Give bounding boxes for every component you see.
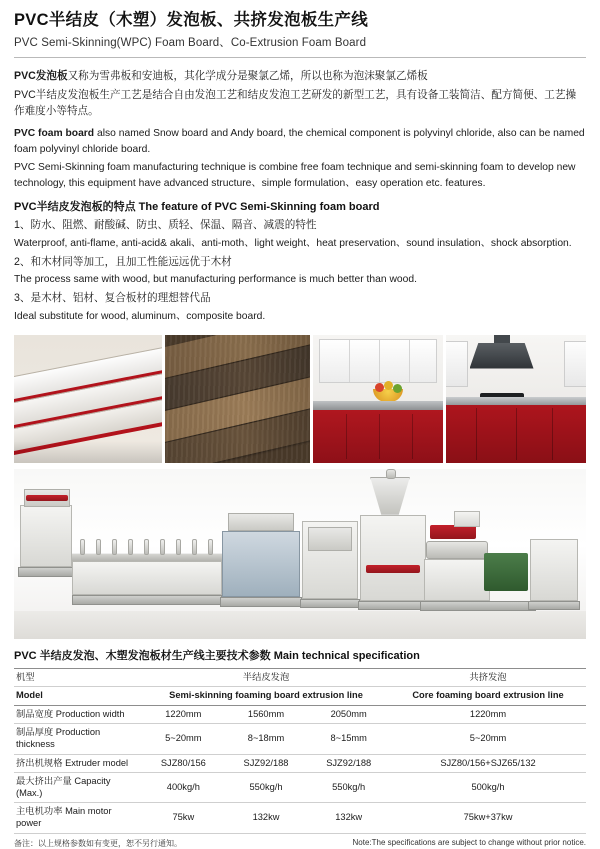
- row-value: 75kw: [142, 803, 225, 833]
- base-cabinets-red: [313, 410, 443, 463]
- row-value: 2050mm: [307, 705, 390, 724]
- roller-8: [192, 539, 197, 555]
- feature-2-en: The process same with wood, but manufacturing performance is much better than wood.: [14, 274, 417, 286]
- paragraph-intro-cn-rest: 又称为雪弗板和安迪板，其化学成分是聚氯乙烯，所以也称为泡沫聚氯乙烯板: [67, 70, 428, 83]
- stacker-unit: [20, 505, 72, 567]
- barrel-heater: [454, 511, 480, 527]
- row-value: SJZ92/188: [225, 754, 308, 773]
- roller-5: [144, 539, 149, 555]
- table-row: [14, 773, 586, 803]
- cabinet-divider-3: [409, 340, 410, 382]
- table-row: [14, 705, 586, 724]
- features-heading: PVC半结皮发泡板的特点 The feature of PVC Semi-Skinning foam board: [14, 201, 380, 214]
- row-label: 制品厚度 Production thickness: [14, 724, 142, 754]
- roller-1: [80, 539, 85, 555]
- paragraph-process-cn: PVC半结皮发泡板生产工艺是结合自由发泡工艺和结皮发泡工艺研发的新型工艺，具有设备工装简洁、配方简便、工艺操作难度小等特点。: [14, 88, 577, 118]
- fruit-orange: [384, 381, 393, 390]
- row-label: 挤出机规格 Extruder model: [14, 754, 142, 773]
- row-value: SJZ80/156: [142, 754, 225, 773]
- gearbox-unit: [530, 539, 578, 601]
- table-row-group-header-en: [14, 687, 586, 706]
- hopper-inlet-pipe: [386, 469, 396, 479]
- fruit-apple: [375, 383, 384, 392]
- upper-cabinets: [319, 339, 437, 383]
- control-panel-1: [308, 527, 352, 551]
- cell-co-extrusion-cn: 共挤发泡: [390, 668, 586, 687]
- gearbox-base: [528, 601, 580, 610]
- calibration-base: [220, 597, 302, 607]
- row-value: 5~20mm: [142, 724, 225, 754]
- roller-3: [112, 539, 117, 555]
- row-value: 1560mm: [225, 705, 308, 724]
- page-subtitle: PVC Semi-Skinning(WPC) Foam Board、Co-Extrusion Foam Board: [14, 37, 367, 50]
- row-value: 75kw+37kw: [390, 803, 586, 833]
- fruit-lime: [393, 384, 402, 393]
- table-footnote: [14, 838, 586, 849]
- paragraph-process-en: PVC Semi-Skinning foam manufacturing technique is combine free foam technique and semi-skinning foam to develop new technology, this equipment have advanced structure、simple formulation、easy operation etc. features.: [14, 161, 576, 189]
- row-value: 8~15mm: [307, 724, 390, 754]
- cabinet-divider-1: [349, 340, 350, 382]
- table-row: [14, 803, 586, 833]
- product-gallery: [14, 335, 586, 463]
- cell-semi-skinning-en: Semi-skinning foaming board extrusion line: [142, 687, 390, 706]
- stacker-base: [18, 567, 76, 577]
- row-label: 最大挤出产量 Capacity (Max.): [14, 773, 142, 803]
- die-head-base: [358, 601, 428, 610]
- roller-4: [128, 539, 133, 555]
- control-cabinet-base: [300, 599, 360, 608]
- paragraph-intro-cn: [14, 68, 586, 84]
- base-cabinets-red-2: [446, 405, 587, 463]
- feature-3-en: Ideal substitute for wood, aluminum、composite board.: [14, 310, 266, 322]
- cooling-table-frame: [72, 561, 222, 595]
- cooling-table-base: [72, 595, 222, 605]
- countertop: [313, 401, 443, 410]
- base-door-divider-1: [346, 414, 347, 459]
- calibration-unit: [222, 531, 300, 597]
- row-value: 550kg/h: [307, 773, 390, 803]
- foam-board-extrusion-line-photo: [14, 469, 586, 639]
- table-row: [14, 724, 586, 754]
- feature-2-cn: 2、和木材同等加工，且加工性能远远优于木材: [14, 255, 232, 268]
- specification-table: [14, 668, 586, 834]
- extruder-frame: [424, 559, 490, 601]
- kitchen-range-hood-photo: [446, 335, 587, 463]
- specification-title: PVC 半结皮发泡、木塑发泡板材生产线主要技术参数 Main technical specification: [14, 649, 420, 662]
- cell-semi-skinning-cn: 半结皮发泡: [142, 668, 390, 687]
- cell-co-extrusion-en: Core foaming board extrusion line: [390, 687, 586, 706]
- wall-cabinet-left: [446, 341, 468, 387]
- row-value: 132kw: [307, 803, 390, 833]
- cell-model-en: Model: [14, 687, 142, 706]
- wood-grain-overlay: [165, 335, 309, 463]
- row-value: 550kg/h: [225, 773, 308, 803]
- roller-7: [176, 539, 181, 555]
- base2-door-divider-2: [516, 408, 517, 460]
- paragraph-intro-en: [14, 126, 586, 158]
- footnote-cn: 备注：以上规格参数如有变更，恕不另行通知。: [14, 838, 182, 848]
- stacker-red-bar: [26, 495, 68, 501]
- table-row-group-header-cn: [14, 668, 586, 687]
- base2-door-divider-3: [552, 408, 553, 460]
- description-block: [0, 58, 600, 324]
- paragraph-intro-en-bold: PVC foam board: [14, 127, 95, 139]
- main-motor: [484, 553, 528, 591]
- footnote-en: Note:The specifications are subject to change without prior notice.: [352, 837, 586, 847]
- extruder-red-cover: [430, 525, 476, 539]
- die-head-red-bar: [366, 565, 420, 573]
- extruder-base: [420, 601, 536, 611]
- die-head-unit: [360, 515, 426, 601]
- row-value: 8~18mm: [225, 724, 308, 754]
- range-hood-icon: [470, 343, 534, 369]
- row-value: 5~20mm: [390, 724, 586, 754]
- cabinet-divider-2: [379, 340, 380, 382]
- roller-2: [96, 539, 101, 555]
- kitchen-cabinet-white-red-photo: [313, 335, 443, 463]
- feature-3-cn: 3、是木材、铝材、复合板材的理想替代品: [14, 292, 211, 305]
- cell-model-cn: 机型: [14, 668, 142, 687]
- row-label: 制品宽度 Production width: [14, 705, 142, 724]
- row-value: 1220mm: [390, 705, 586, 724]
- row-value: 400kg/h: [142, 773, 225, 803]
- row-value: SJZ92/188: [307, 754, 390, 773]
- page-header: [0, 0, 600, 58]
- specification-section: [14, 647, 586, 834]
- roller-6: [160, 539, 165, 555]
- feature-1-en: Waterproof, anti-flame, anti-acid& akali、anti-moth、light weight、heat preservation、sound insulation、shock absorption.: [14, 237, 572, 249]
- row-value: 1220mm: [142, 705, 225, 724]
- feature-1-cn: 1、防水、阻燃、耐酸碱、防虫、质轻、保温、隔音、减震的特性: [14, 219, 317, 232]
- base-door-divider-3: [412, 414, 413, 459]
- page-title: PVC半结皮（木塑）发泡板、共挤发泡板生产线: [14, 11, 369, 29]
- base-door-divider-2: [379, 414, 380, 459]
- row-value: 132kw: [225, 803, 308, 833]
- wood-plastic-flooring-photo: [165, 335, 309, 463]
- countertop-2: [446, 397, 587, 405]
- foam-board-stack-photo: [14, 335, 162, 463]
- table-row: [14, 754, 586, 773]
- paragraph-intro-cn-bold: PVC发泡板: [14, 70, 68, 83]
- base2-door-divider-1: [476, 408, 477, 460]
- extruder-barrel: [426, 541, 488, 559]
- photo-shadow: [14, 441, 162, 463]
- row-label: 主电机功率 Main motor power: [14, 803, 142, 833]
- factory-floor: [14, 611, 586, 639]
- roller-9: [208, 539, 213, 555]
- wall-cabinet-right: [564, 341, 586, 387]
- row-value: SJZ80/156+SJZ65/132: [390, 754, 586, 773]
- calibration-top-panel: [228, 513, 294, 531]
- row-value: 500kg/h: [390, 773, 586, 803]
- paragraph-intro-en-rest: also named Snow board and Andy board, the chemical component is polyvinyl chloride, also can be named foam polyvinyl chloride board.: [14, 127, 585, 155]
